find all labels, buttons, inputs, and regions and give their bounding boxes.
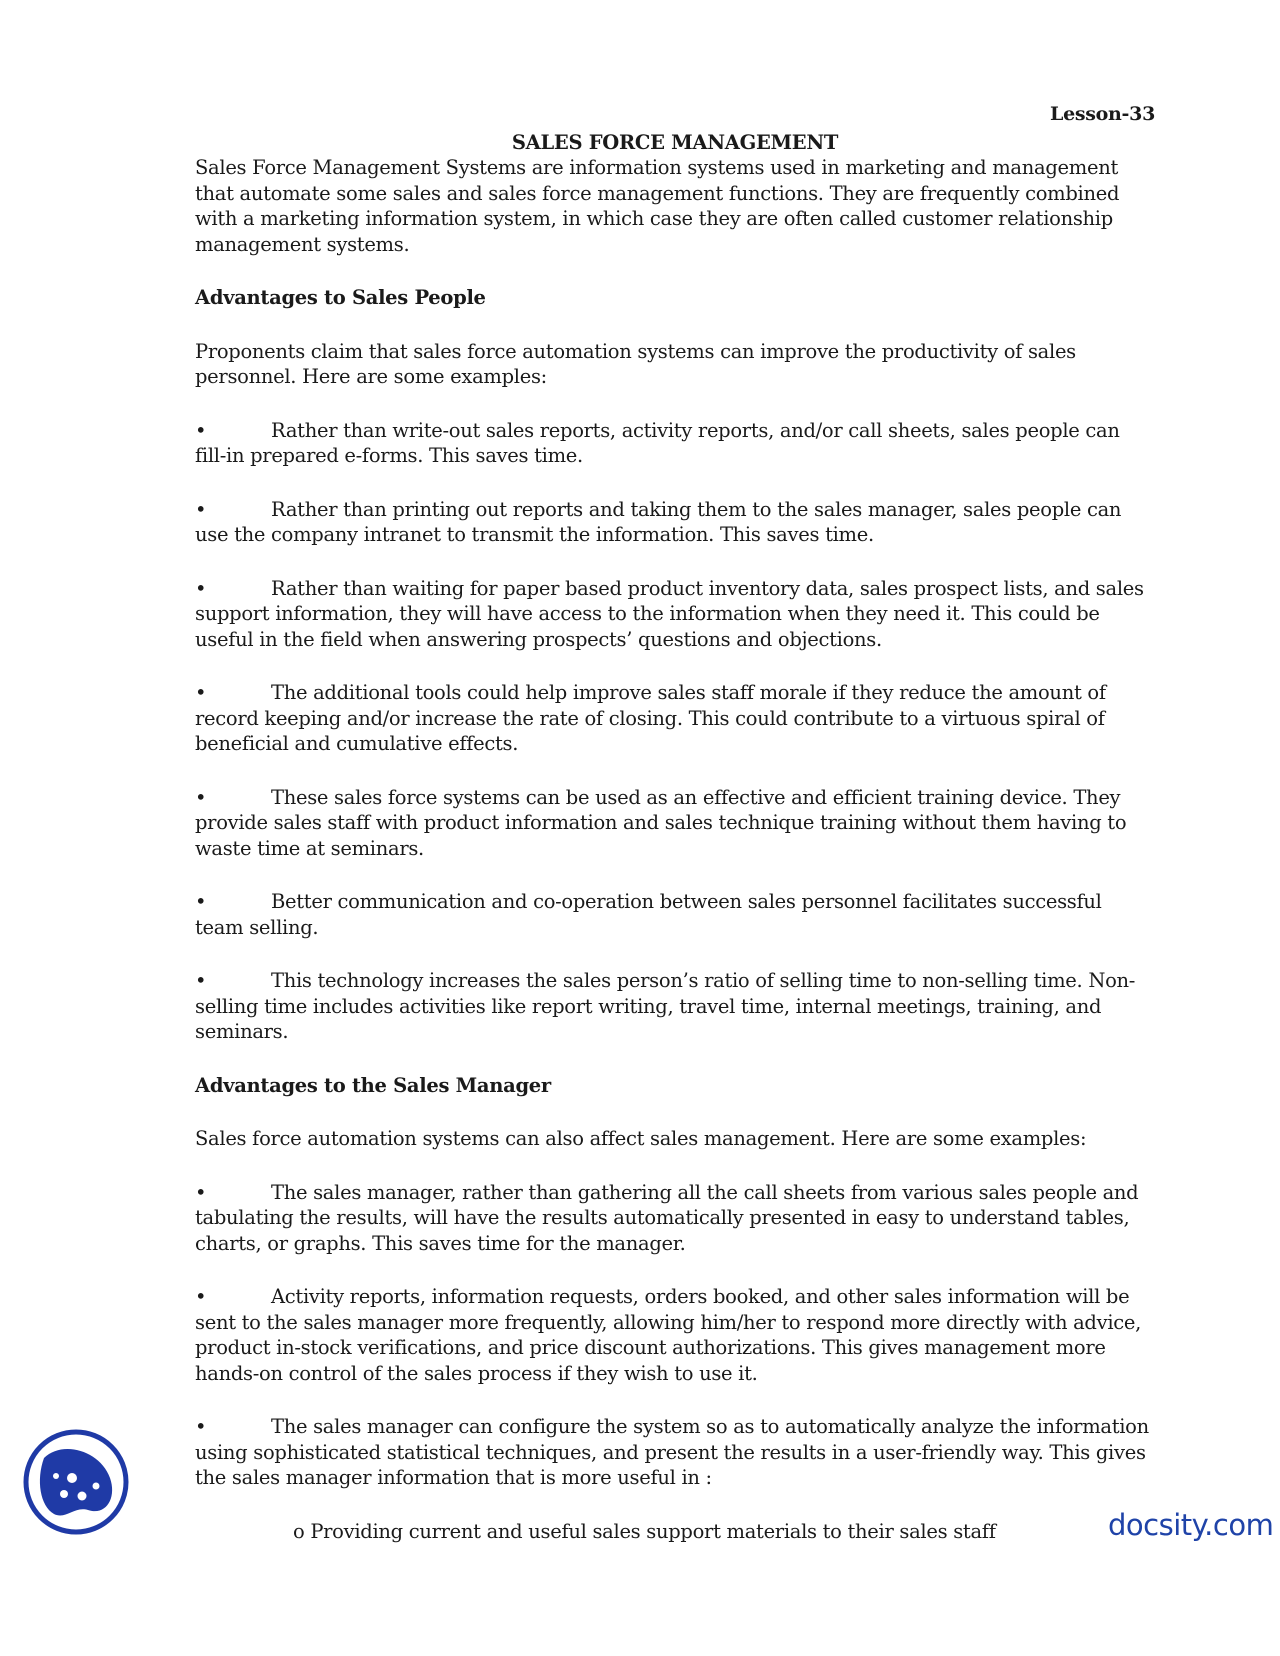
docsity-logo-icon[interactable] — [22, 1428, 130, 1536]
section-lead-paragraph: Proponents claim that sales force automation systems can improve the productivity of sales personnel. Here are some examples: — [195, 339, 1076, 388]
section-heading-sales-people: Advantages to Sales People — [195, 286, 486, 309]
intro-paragraph: Sales Force Management Systems are information systems used in marketing and management that automate some sales and sales force management functions. They are frequently combined with a marketing information system, in which case they are often called customer relationship management systems. — [195, 156, 1120, 256]
page-title: SALES FORCE MANAGEMENT — [511, 130, 839, 154]
bullet-item: • Rather than printing out reports and taking them to the sales manager, sales people can use the company intranet to transmit the information. This saves time. — [195, 497, 1122, 546]
bullet-item: • Rather than waiting for paper based product inventory data, sales prospect lists, and sales support information, they will have access to the information when they need it. This could be useful in the field when answering prospects’ questions and objections. — [195, 576, 1144, 651]
sub-list-item: o Providing current and useful sales support materials to their sales staff — [293, 1519, 996, 1543]
section-lead-paragraph: Sales force automation systems can also affect sales management. Here are some examples: — [195, 1127, 1087, 1150]
bullet-item: • Rather than write-out sales reports, activity reports, and/or call sheets, sales people can fill-in prepared e-forms. This saves time. — [195, 418, 1120, 467]
document-body — [195, 102, 1155, 1544]
docsity-brand-link[interactable]: docsity.com — [1108, 1508, 1274, 1542]
section-heading-sales-manager: Advantages to the Sales Manager — [195, 1073, 551, 1097]
bullet-item: • The additional tools could help improve sales staff morale if they reduce the amount of record keeping and/or increase the rate of closing. This could contribute to a virtuous spiral of beneficial and cumulative effects. — [195, 681, 1106, 755]
bullet-item: • The sales manager, rather than gathering all the call sheets from various sales people and tabulating the results, will have the results automatically presented in easy to understand tables, charts, or graphs. This saves time for the manager. — [195, 1180, 1139, 1255]
bullet-item: • This technology increases the sales person’s ratio of selling time to non-selling time. Non-selling time includes activities like report writing, travel time, internal meetings, training, and seminars. — [195, 969, 1136, 1043]
bullet-item: • Activity reports, information requests, orders booked, and other sales information will be sent to the sales manager more frequently, allowing him/her to respond more directly with advice, product in-stock verifications, and price discount authorizations. This gives management more hands-on control of the sales process if they wish to use it. — [195, 1285, 1142, 1385]
bullet-item: • These sales force systems can be used as an effective and efficient training device. They provide sales staff with product information and sales technique training without them having to waste time at seminars. — [195, 785, 1127, 860]
lesson-number: Lesson-33 — [1050, 103, 1155, 125]
bullet-item: • Better communication and co-operation between sales personnel facilitates successful team selling. — [195, 890, 1102, 939]
bullet-item: • The sales manager can configure the system so as to automatically analyze the information using sophisticated statistical techniques, and present the results in a user-friendly way. This gives the sales manager information that is more useful in : — [195, 1415, 1149, 1489]
